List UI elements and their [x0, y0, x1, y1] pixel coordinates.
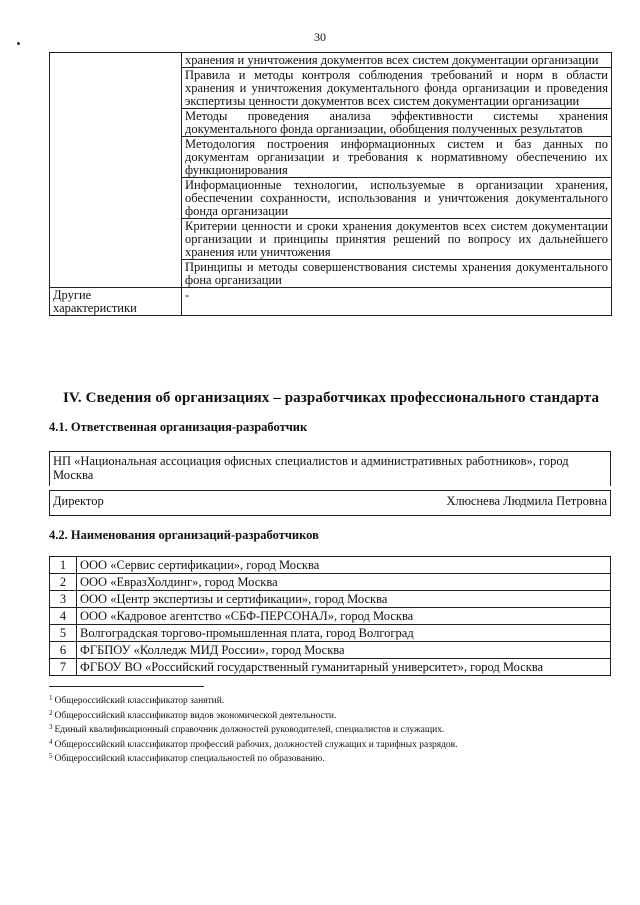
developer-name: ФГБОУ ВО «Российский государственный гуманитарный университет», город Москва — [77, 659, 611, 676]
footnote — [49, 708, 569, 723]
knowledge-item: хранения и уничтожения документов всех систем документации организации — [182, 53, 612, 68]
footnote-number: 4 — [49, 737, 53, 746]
table-row — [50, 574, 611, 591]
footnote — [49, 693, 569, 708]
table-row — [50, 608, 611, 625]
knowledge-item: Критерии ценности и сроки хранения документов всех систем документации организации и принципы принятия решений по вопросу их дальнейшего хранения или уничтожения — [182, 219, 612, 260]
footnote-text: Единый квалификационный справочник должностей руководителей, специалистов и служащих. — [54, 725, 445, 735]
knowledge-item: Информационные технологии, используемые в организации хранения, обеспечении сохранности, использования и уничтожения документального фонда организации — [182, 178, 612, 219]
empty-label-cell — [50, 53, 182, 288]
footnote-number: 1 — [49, 694, 53, 702]
footnote-text: Общероссийский классификатор специальностей по образованию. — [54, 754, 325, 764]
responsible-org-box — [49, 451, 611, 516]
row-number: 2 — [50, 574, 77, 591]
footnote-text: Общероссийский классификатор занятий. — [54, 696, 225, 706]
developer-name: ООО «Центр экспертизы и сертификации», город Москва — [77, 591, 611, 608]
page-number: 30 — [314, 30, 326, 44]
footnote-text: Общероссийский классификатор видов экономической деятельности. — [54, 710, 337, 721]
developer-name: ООО «Кадровое агентство «СБФ-ПЕРСОНАЛ», город Москва — [77, 608, 611, 625]
table-row — [50, 591, 611, 608]
table-row — [50, 642, 611, 659]
footnote-separator — [49, 686, 204, 687]
position-label: Директор — [53, 494, 104, 508]
responsible-signature-row — [49, 490, 611, 516]
footnote-text: Общероссийский классификатор профессий рабочих, должностей служащих и тарифных разрядов. — [54, 739, 458, 750]
row-number: 7 — [50, 659, 77, 676]
row-number: 4 — [50, 608, 77, 625]
person-name: Хлюснева Людмила Петровна — [446, 494, 607, 508]
footnote — [49, 751, 569, 766]
other-characteristics-value: - — [182, 288, 612, 316]
footnote — [49, 722, 569, 737]
footnote-number: 5 — [49, 752, 53, 760]
row-number: 3 — [50, 591, 77, 608]
row-number: 5 — [50, 625, 77, 642]
developer-name: Волгоградская торгово-промышленная плата, город Волгоград — [77, 625, 611, 642]
knowledge-table — [49, 52, 612, 316]
table-row — [50, 288, 612, 316]
developers-table — [49, 556, 611, 676]
other-characteristics-label: Другие характеристики — [50, 288, 182, 316]
row-number: 6 — [50, 642, 77, 659]
row-number: 1 — [50, 557, 77, 574]
developer-name: ООО «ЕвразХолдинг», город Москва — [77, 574, 611, 591]
knowledge-item: Методы проведения анализа эффективности системы хранения документального фонда организации, обобщения полученных результатов — [182, 109, 612, 137]
responsible-heading: 4.1. Ответственная организация-разработчик — [49, 420, 308, 434]
table-row — [50, 659, 611, 676]
scan-mark — [17, 42, 20, 45]
responsible-org-name: НП «Национальная ассоциация офисных специалистов и административных работников», город Москва — [49, 451, 611, 486]
developers-heading: 4.2. Наименования организаций-разработчиков — [49, 528, 319, 542]
footnotes — [49, 693, 569, 766]
footnote-number: 3 — [49, 723, 53, 731]
developer-name: ООО «Сервис сертификации», город Москва — [77, 557, 611, 574]
table-row — [50, 53, 612, 68]
section-title: IV. Сведения об организациях – разработчиках профессионального стандарта — [63, 390, 600, 406]
knowledge-item: Методология построения информационных систем и баз данных по документам организации и требования к нормативному обеспечению их функционирования — [182, 137, 612, 178]
developer-name: ФГБПОУ «Колледж МИД России», город Москва — [77, 642, 611, 659]
footnote — [49, 737, 569, 752]
footnote-number: 2 — [49, 708, 53, 717]
knowledge-item: Принципы и методы совершенствования системы хранения документального фона организации — [182, 260, 612, 288]
table-row — [50, 557, 611, 574]
table-row — [50, 625, 611, 642]
knowledge-item: Правила и методы контроля соблюдения требований и норм в области хранения и уничтожения документального фонда организации и проведения экспертизы ценности документов всех систем документации организации — [182, 68, 612, 109]
